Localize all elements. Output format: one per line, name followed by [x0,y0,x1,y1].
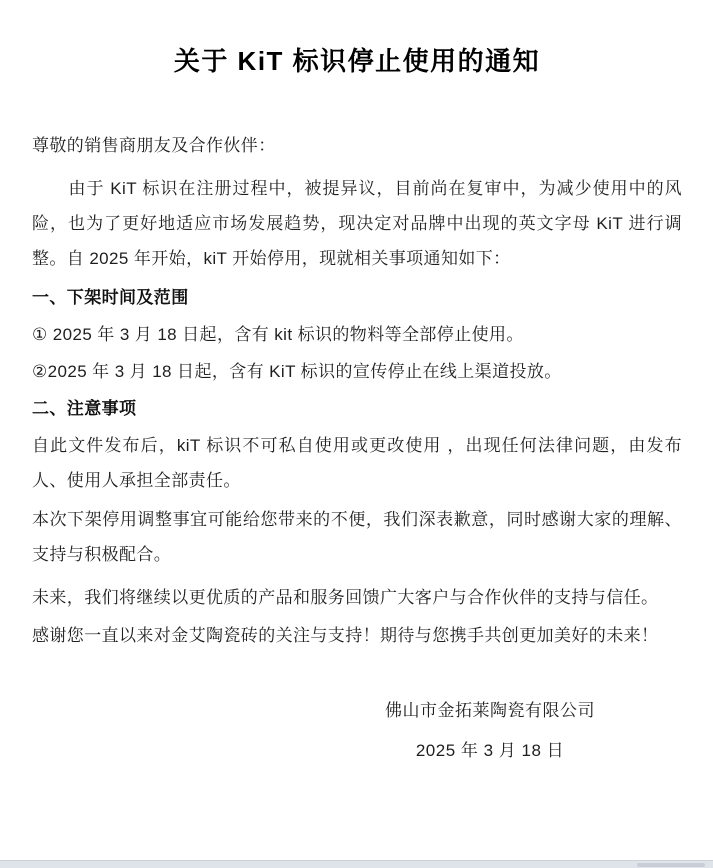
salutation-line: 尊敬的销售商朋友及合作伙伴： [32,136,276,155]
intro-paragraph: 由于 KiT 标识在注册过程中，被提异议，目前尚在复审中，为减少使用中的风险，也为了更好地适应市场发展趋势，现决定对品牌中出现的英文字母 KiT 进行调整。自 2025 年开始，kiT 开始停用，现就相关事项通知如下： [32,179,682,268]
section2-heading: 二、注意事项 [32,399,137,418]
section2-paragraph-2: 本次下架停用调整事宜可能给您带来的不便，我们深表歉意，同时感谢大家的理解、支持与积极配合。 [32,510,682,564]
taskbar-edge-highlight [637,863,705,867]
section1-item-1: ① 2025 年 3 月 18 日起，含有 kit 标识的物料等全部停止使用。 [32,325,524,344]
taskbar-edge-strip [0,861,713,868]
section1-item-2: ②2025 年 3 月 18 日起，含有 KiT 标识的宣传停止在线上渠道投放。 [32,362,562,381]
section2-paragraph-1: 自此文件发布后，kiT 标识不可私自使用或更改使用 ，出现任何法律问题，由发布人、使用人承担全部责任。 [32,436,682,490]
notice-title: 关于 KiT 标识停止使用的通知 [173,46,541,76]
section2-paragraph-3: 未来，我们将继续以更优质的产品和服务回馈广大客户与合作伙伴的支持与信任。 [32,588,659,607]
section1-heading: 一、下架时间及范围 [32,288,189,307]
section2-paragraph-4: 感谢您一直以来对金艾陶瓷砖的关注与支持！期待与您携手共创更加美好的未来！ [32,626,659,645]
signature-company-name: 佛山市金拓莱陶瓷有限公司 [385,701,595,720]
signature-date: 2025 年 3 月 18 日 [415,741,565,760]
signature-block [350,693,630,768]
